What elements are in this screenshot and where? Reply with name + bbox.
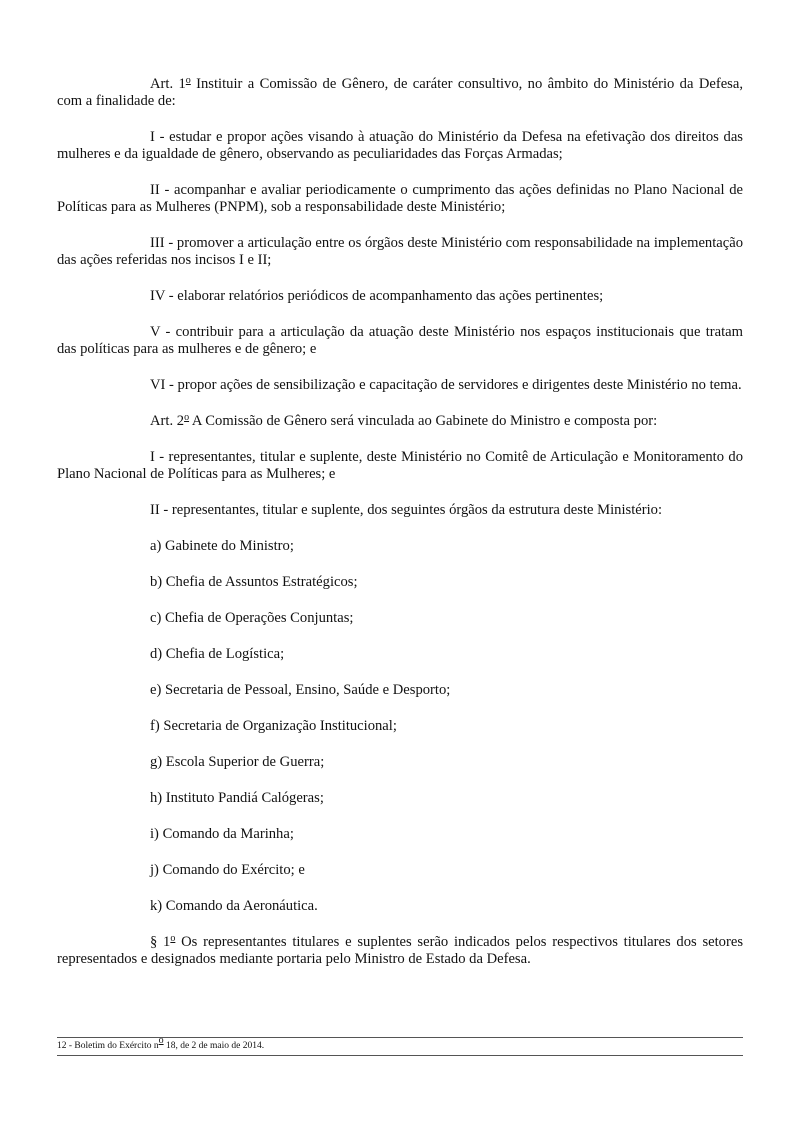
alinea-i: i) Comando da Marinha; [150, 826, 294, 842]
art2-inciso-i: I - representantes, titular e suplente, deste Ministério no Comitê de Articulação e Monitoramento do Plano Nacional de Políticas para as Mulheres; e [57, 449, 743, 482]
art1-inciso-iv: IV - elaborar relatórios periódicos de acompanhamento das ações pertinentes; [150, 288, 604, 304]
document-body [57, 76, 743, 987]
ordinal-indicator: o [185, 75, 191, 86]
alinea-g: g) Escola Superior de Guerra; [150, 754, 325, 770]
ordinal-indicator: o [170, 933, 176, 944]
art1-inciso-i: I - estudar e propor ações visando à atuação do Ministério da Defesa na efetivação dos direitos das mulheres e da igualdade de gênero, observando as peculiaridades das Forças Armadas; [57, 129, 743, 162]
alinea-b: b) Chefia de Assuntos Estratégicos; [150, 574, 358, 590]
art2-paragraph-1: § 1$^o$ Os representantes titulares e suplentes serão indicados pelos respectivos titulares dos setores representados e designados mediante portaria pelo Ministro de Estado da Defesa. [57, 933, 743, 967]
page-footer: 12 - Boletim do Exército no 18, de 2 de maio de 2014. [57, 1035, 265, 1051]
ordinal-indicator: o [184, 412, 190, 423]
art1-inciso-iii: III - promover a articulação entre os órgãos deste Ministério com responsabilidade na implementação das ações referidas nos incisos I e II; [57, 235, 743, 268]
footer-divider-bottom [57, 1055, 743, 1056]
alinea-a: a) Gabinete do Ministro; [150, 538, 294, 554]
ordinal-indicator: o [158, 1035, 164, 1046]
alinea-j: j) Comando do Exército; e [150, 862, 305, 878]
alinea-c: c) Chefia de Operações Conjuntas; [150, 610, 354, 626]
art2-intro: Art. 2$^o$ A Comissão de Gênero será vinculada ao Gabinete do Ministro e composta por: [150, 412, 658, 429]
alinea-f: f) Secretaria de Organização Institucional; [150, 718, 397, 734]
alinea-d: d) Chefia de Logística; [150, 646, 285, 662]
art1-intro: Art. 1$^o$ Instituir a Comissão de Gênero, de caráter consultivo, no âmbito do Ministério da Defesa, com a finalidade de: [57, 75, 743, 109]
art2-inciso-ii: II - representantes, titular e suplente, dos seguintes órgãos da estrutura deste Ministério: [150, 502, 662, 518]
alinea-k: k) Comando da Aeronáutica. [150, 898, 318, 914]
alinea-e: e) Secretaria de Pessoal, Ensino, Saúde e Desporto; [150, 682, 451, 698]
art1-inciso-ii: II - acompanhar e avaliar periodicamente o cumprimento das ações definidas no Plano Nacional de Políticas para as Mulheres (PNPM), sob a responsabilidade deste Ministério; [57, 182, 743, 215]
art1-inciso-v: V - contribuir para a articulação da atuação deste Ministério nos espaços institucionais que tratam das políticas para as mulheres e de gênero; e [57, 324, 743, 357]
art1-inciso-vi: VI - propor ações de sensibilização e capacitação de servidores e dirigentes deste Ministério no tema. [150, 377, 742, 393]
alinea-h: h) Instituto Pandiá Calógeras; [150, 790, 324, 806]
